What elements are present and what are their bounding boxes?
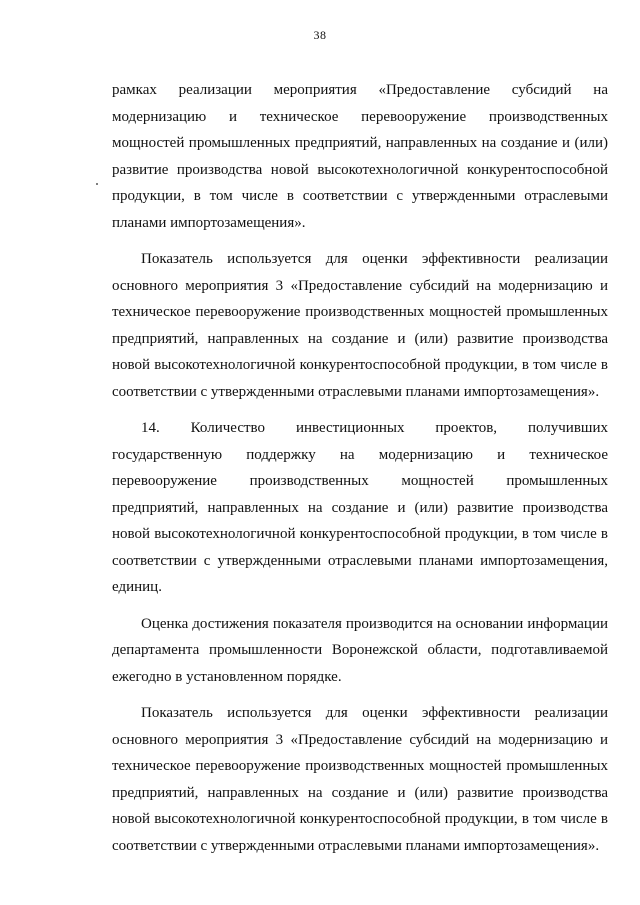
paragraph-assessment: Оценка достижения показателя производится на основании информации департамента промышленности Воронежской области, подготавливаемой ежегодно в установленном порядке. <box>112 615 608 685</box>
document-body <box>112 77 608 859</box>
paragraph-continuation: рамках реализации мероприятия «Предоставление субсидий на модернизацию и техническое перевооружение производственных мощностей промышленных предприятий, направленных на создание и (или) развитие производства новой высокотехнологичной конкурентоспособной продукции, в том числе в соответствии с утвержденными отраслевыми планами импортозамещения». <box>112 82 608 231</box>
paragraph-indicator-usage-repeat: Показатель используется для оценки эффективности реализации основного мероприятия 3 «Предоставление субсидий на модернизацию и техническое перевооружение производственных мощностей промышленных предприятий, направленных на создание и (или) развитие производства новой высокотехнологичной конкурентоспособной продукции, в том числе в соответствии с утвержденными отраслевыми планами импортозамещения». <box>112 705 608 854</box>
paragraph-indicator-14: 14. Количество инвестиционных проектов, получивших государственную поддержку на модернизацию и техническое перевооружение производственных мощностей промышленных предприятий, направленных на создание и (или) развитие производства новой высокотехнологичной конкурентоспособной продукции, в том числе в соответствии с утвержденными отраслевыми планами импортозамещения, единиц. <box>112 420 608 595</box>
paragraph-indicator-usage: Показатель используется для оценки эффективности реализации основного мероприятия 3 «Предоставление субсидий на модернизацию и техническое перевооружение производственных мощностей промышленных предприятий, направленных на создание и (или) развитие производства новой высокотехнологичной конкурентоспособной продукции, в том числе в соответствии с утвержденными отраслевыми планами импортозамещения». <box>112 251 608 400</box>
page-number: 38 <box>313 28 327 42</box>
scan-speck <box>96 183 98 185</box>
